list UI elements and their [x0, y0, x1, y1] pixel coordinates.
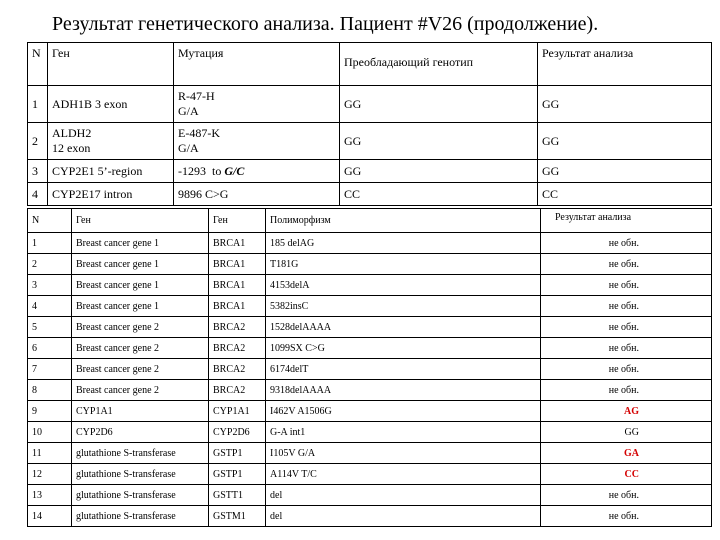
- gene-name-cell: CYP1A1: [72, 401, 209, 422]
- result-cell: GG: [538, 123, 712, 160]
- polymorphism-cell: 6174delT: [266, 359, 541, 380]
- gene-name-cell: Breast cancer gene 1: [72, 275, 209, 296]
- polymorphism-cell: A114V T/C: [266, 464, 541, 485]
- table-row: [28, 443, 712, 464]
- result-cell: GG: [541, 422, 712, 443]
- result-cell: GG: [538, 86, 712, 123]
- table-row: [28, 123, 712, 160]
- gene-name-cell: glutathione S-transferase: [72, 506, 209, 527]
- table-row: [28, 296, 712, 317]
- result-cell: не обн.: [541, 317, 712, 338]
- polymorphism-cell: T181G: [266, 254, 541, 275]
- mutation-alleles: G/A: [178, 104, 199, 118]
- polymorphism-cell: I105V G/A: [266, 443, 541, 464]
- result-cell: GA: [541, 443, 712, 464]
- header-polymorphism: Полиморфизм: [266, 209, 541, 233]
- polymorphism-table-body: [28, 233, 712, 527]
- gene-symbol-cell: CYP2D6: [209, 422, 266, 443]
- result-cell: AG: [541, 401, 712, 422]
- gene-cell: ADH1B 3 exon: [48, 86, 174, 123]
- row-number: 5: [28, 317, 72, 338]
- gene-symbol-cell: BRCA1: [209, 254, 266, 275]
- result-cell: GG: [538, 160, 712, 183]
- gene-name-cell: CYP2D6: [72, 422, 209, 443]
- row-number: 8: [28, 380, 72, 401]
- row-number: 10: [28, 422, 72, 443]
- header-n: N: [28, 43, 48, 86]
- result-cell: не обн.: [541, 506, 712, 527]
- mutation-cell: [174, 160, 340, 183]
- gene-name-cell: Breast cancer gene 2: [72, 317, 209, 338]
- gene-name-cell: Breast cancer gene 2: [72, 380, 209, 401]
- table-row: [28, 485, 712, 506]
- row-number: 14: [28, 506, 72, 527]
- result-cell: не обн.: [541, 359, 712, 380]
- gene-symbol-cell: GSTM1: [209, 506, 266, 527]
- gene-symbol-cell: BRCA2: [209, 359, 266, 380]
- row-number: 3: [28, 160, 48, 183]
- header-result: Результат анализа: [538, 43, 712, 86]
- gene-symbol-cell: GSTP1: [209, 464, 266, 485]
- gene-name-cell: glutathione S-transferase: [72, 443, 209, 464]
- gene-name-cell: Breast cancer gene 1: [72, 254, 209, 275]
- mutation-alleles-emphasis: G/C: [224, 163, 245, 178]
- row-number: 12: [28, 464, 72, 485]
- header-mutation: Мутация: [174, 43, 340, 86]
- mutation-cell: [174, 123, 340, 160]
- gene-cell: CYP2E17 intron: [48, 183, 174, 206]
- row-number: 9: [28, 401, 72, 422]
- gene-name: ALDH2: [52, 126, 92, 140]
- result-cell: CC: [541, 464, 712, 485]
- mutation-name: -1293 to: [178, 163, 225, 178]
- genotype-cell: GG: [340, 160, 538, 183]
- table-row: [28, 233, 712, 254]
- gene-region: 12 exon: [52, 141, 91, 155]
- page-title: Результат генетического анализа. Пациент #V26 (продолжение).: [52, 13, 599, 35]
- header-genotype: Преобладающий генотип: [340, 43, 538, 86]
- gene-symbol-cell: BRCA2: [209, 338, 266, 359]
- polymorphism-cell: 4153delA: [266, 275, 541, 296]
- header-result: Результат анализа: [541, 209, 712, 233]
- mutation-name: E-487-K: [178, 126, 220, 140]
- row-number: 7: [28, 359, 72, 380]
- result-cell: не обн.: [541, 485, 712, 506]
- polymorphism-table-header: [28, 209, 712, 233]
- row-number: 6: [28, 338, 72, 359]
- genotype-cell: GG: [340, 123, 538, 160]
- row-number: 4: [28, 183, 48, 206]
- polymorphism-cell: 1099SX C>G: [266, 338, 541, 359]
- result-cell: не обн.: [541, 275, 712, 296]
- gene-cell: CYP2E1 5’-region: [48, 160, 174, 183]
- row-number: 11: [28, 443, 72, 464]
- genotype-cell: CC: [340, 183, 538, 206]
- gene-symbol-cell: GSTP1: [209, 443, 266, 464]
- table-row: [28, 464, 712, 485]
- table-row: [28, 160, 712, 183]
- row-number: 4: [28, 296, 72, 317]
- mutation-table: [27, 42, 712, 206]
- table-row: [28, 254, 712, 275]
- polymorphism-cell: 5382insC: [266, 296, 541, 317]
- header-gene: Ген: [48, 43, 174, 86]
- row-number: 3: [28, 275, 72, 296]
- table-row: [28, 380, 712, 401]
- gene-name-cell: Breast cancer gene 2: [72, 359, 209, 380]
- polymorphism-cell: 1528delAAAA: [266, 317, 541, 338]
- table-row: [28, 317, 712, 338]
- mutation-name: R-47-H: [178, 89, 215, 103]
- row-number: 1: [28, 86, 48, 123]
- mutation-cell: [174, 86, 340, 123]
- gene-name-cell: Breast cancer gene 2: [72, 338, 209, 359]
- gene-symbol-cell: BRCA2: [209, 380, 266, 401]
- result-cell: не обн.: [541, 296, 712, 317]
- polymorphism-cell: 9318delAAAA: [266, 380, 541, 401]
- polymorphism-table: [27, 208, 712, 527]
- result-cell: CC: [538, 183, 712, 206]
- table-row: [28, 422, 712, 443]
- gene-name-cell: glutathione S-transferase: [72, 485, 209, 506]
- table-row: [28, 359, 712, 380]
- table-row: [28, 183, 712, 206]
- result-cell: не обн.: [541, 380, 712, 401]
- table-row: [28, 506, 712, 527]
- table-row: [28, 338, 712, 359]
- mutation-table-header: [28, 43, 712, 86]
- header-gene-symbol: Ген: [209, 209, 266, 233]
- polymorphism-cell: G-A int1: [266, 422, 541, 443]
- polymorphism-cell: I462V A1506G: [266, 401, 541, 422]
- gene-name-cell: glutathione S-transferase: [72, 464, 209, 485]
- gene-symbol-cell: BRCA1: [209, 296, 266, 317]
- gene-name-cell: Breast cancer gene 1: [72, 233, 209, 254]
- header-n: N: [28, 209, 72, 233]
- polymorphism-cell: 185 delAG: [266, 233, 541, 254]
- gene-symbol-cell: BRCA1: [209, 275, 266, 296]
- gene-symbol-cell: GSTT1: [209, 485, 266, 506]
- gene-cell: [48, 123, 174, 160]
- mutation-cell: 9896 C>G: [174, 183, 340, 206]
- gene-symbol-cell: BRCA2: [209, 317, 266, 338]
- row-number: 13: [28, 485, 72, 506]
- table-row: [28, 86, 712, 123]
- result-cell: не обн.: [541, 338, 712, 359]
- table-row: [28, 275, 712, 296]
- header-gene-name: Ген: [72, 209, 209, 233]
- gene-symbol-cell: BRCA1: [209, 233, 266, 254]
- gene-name-cell: Breast cancer gene 1: [72, 296, 209, 317]
- row-number: 2: [28, 123, 48, 160]
- row-number: 2: [28, 254, 72, 275]
- result-cell: не обн.: [541, 233, 712, 254]
- polymorphism-cell: del: [266, 485, 541, 506]
- table-row: [28, 401, 712, 422]
- gene-symbol-cell: CYP1A1: [209, 401, 266, 422]
- mutation-alleles: G/A: [178, 141, 199, 155]
- row-number: 1: [28, 233, 72, 254]
- result-cell: не обн.: [541, 254, 712, 275]
- polymorphism-cell: del: [266, 506, 541, 527]
- genotype-cell: GG: [340, 86, 538, 123]
